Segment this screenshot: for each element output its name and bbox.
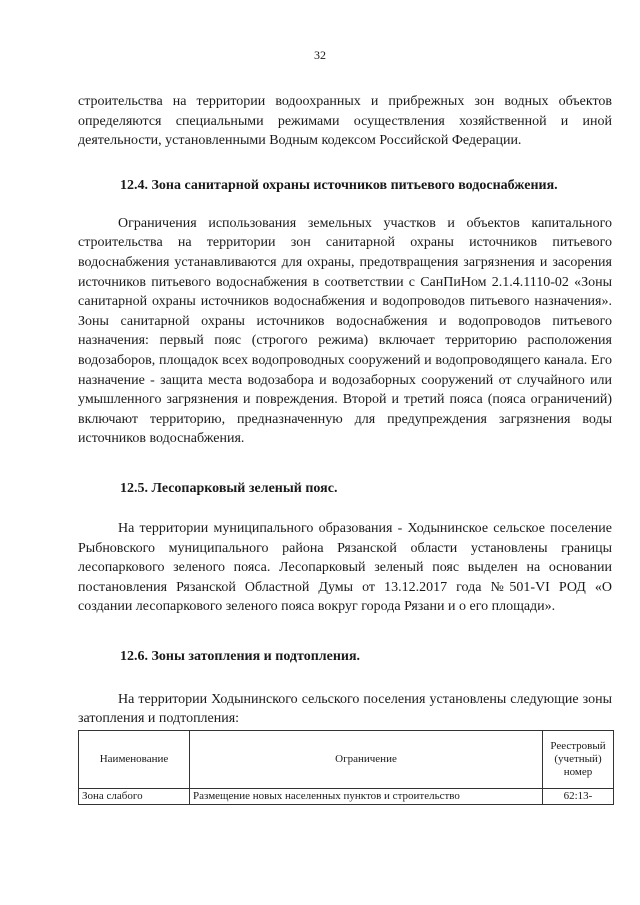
column-header-restriction: Ограничение: [190, 731, 543, 789]
paragraph-green-belt: На территории муниципального образования - Ходынинское сельское поселение Рыбновского муниципального района Рязанской области установлены границы лесопаркового зеленого пояса. Лесопарковый зеленый пояс выделен на основании постановления Рязанской Областной Думы от 13.12.2017 года №501-VI РОД «О создании лесопаркового зеленого пояса вокруг города Рязани и о его площади».: [78, 520, 612, 615]
page-number: 32: [314, 48, 326, 62]
cell-number: 62:13-: [543, 789, 614, 805]
cell-restriction: Размещение новых населенных пунктов и строительство: [190, 789, 543, 805]
flood-zones-table: [78, 730, 614, 805]
table-row: [79, 789, 614, 805]
paragraph-sanitary-zone: Ограничения использования земельных участков и объектов капитального строительства на территории зон санитарной охраны источников питьевого водоснабжения устанавливаются для охраны, предотвращения загрязнения и засорения источников питьевого водоснабжения в соответствии с СанПиНом 2.1.4.1110-02 «Зоны санитарной охраны источников водоснабжения и водопроводов питьевого назначения». Зоны санитарной охраны источников водоснабжения и водопроводов питьевого назначения: первый пояс (строгого режима) включает территорию расположения водозаборов, площадок всех водопроводных сооружений и водопроводящего канала. Его назначение - защита места водозабора и водозаборных сооружений от случайного или умышленного загрязнения и повреждения. Второй и третий пояса (пояса ограничений) включают территорию, предназначенную для предупреждения загрязнения воды источников водоснабжения.: [78, 215, 612, 447]
section-heading-12-4: 12.4. Зона санитарной охраны источников питьевого водоснабжения.: [120, 177, 558, 193]
paragraph-flood-zones: На территории Ходынинского сельского поселения установлены следующие зоны затопления и подтопления:: [78, 691, 612, 727]
paragraph-continuation: строительства на территории водоохранных и прибрежных зон водных объектов определяются специальными режимами осуществления хозяйственной и иной деятельности, установленными Водным кодексом Российской Федерации.: [78, 94, 612, 149]
section-heading-12-5: 12.5. Лесопарковый зеленый пояс.: [120, 480, 338, 496]
column-header-number: Реестровый (учетный) номер: [543, 731, 614, 789]
column-header-name: Наименование: [79, 731, 190, 789]
table-header-row: [79, 731, 614, 789]
section-heading-12-6: 12.6. Зоны затопления и подтопления.: [120, 648, 361, 664]
page-content: [78, 92, 612, 805]
cell-name: Зона слабого: [79, 789, 190, 805]
